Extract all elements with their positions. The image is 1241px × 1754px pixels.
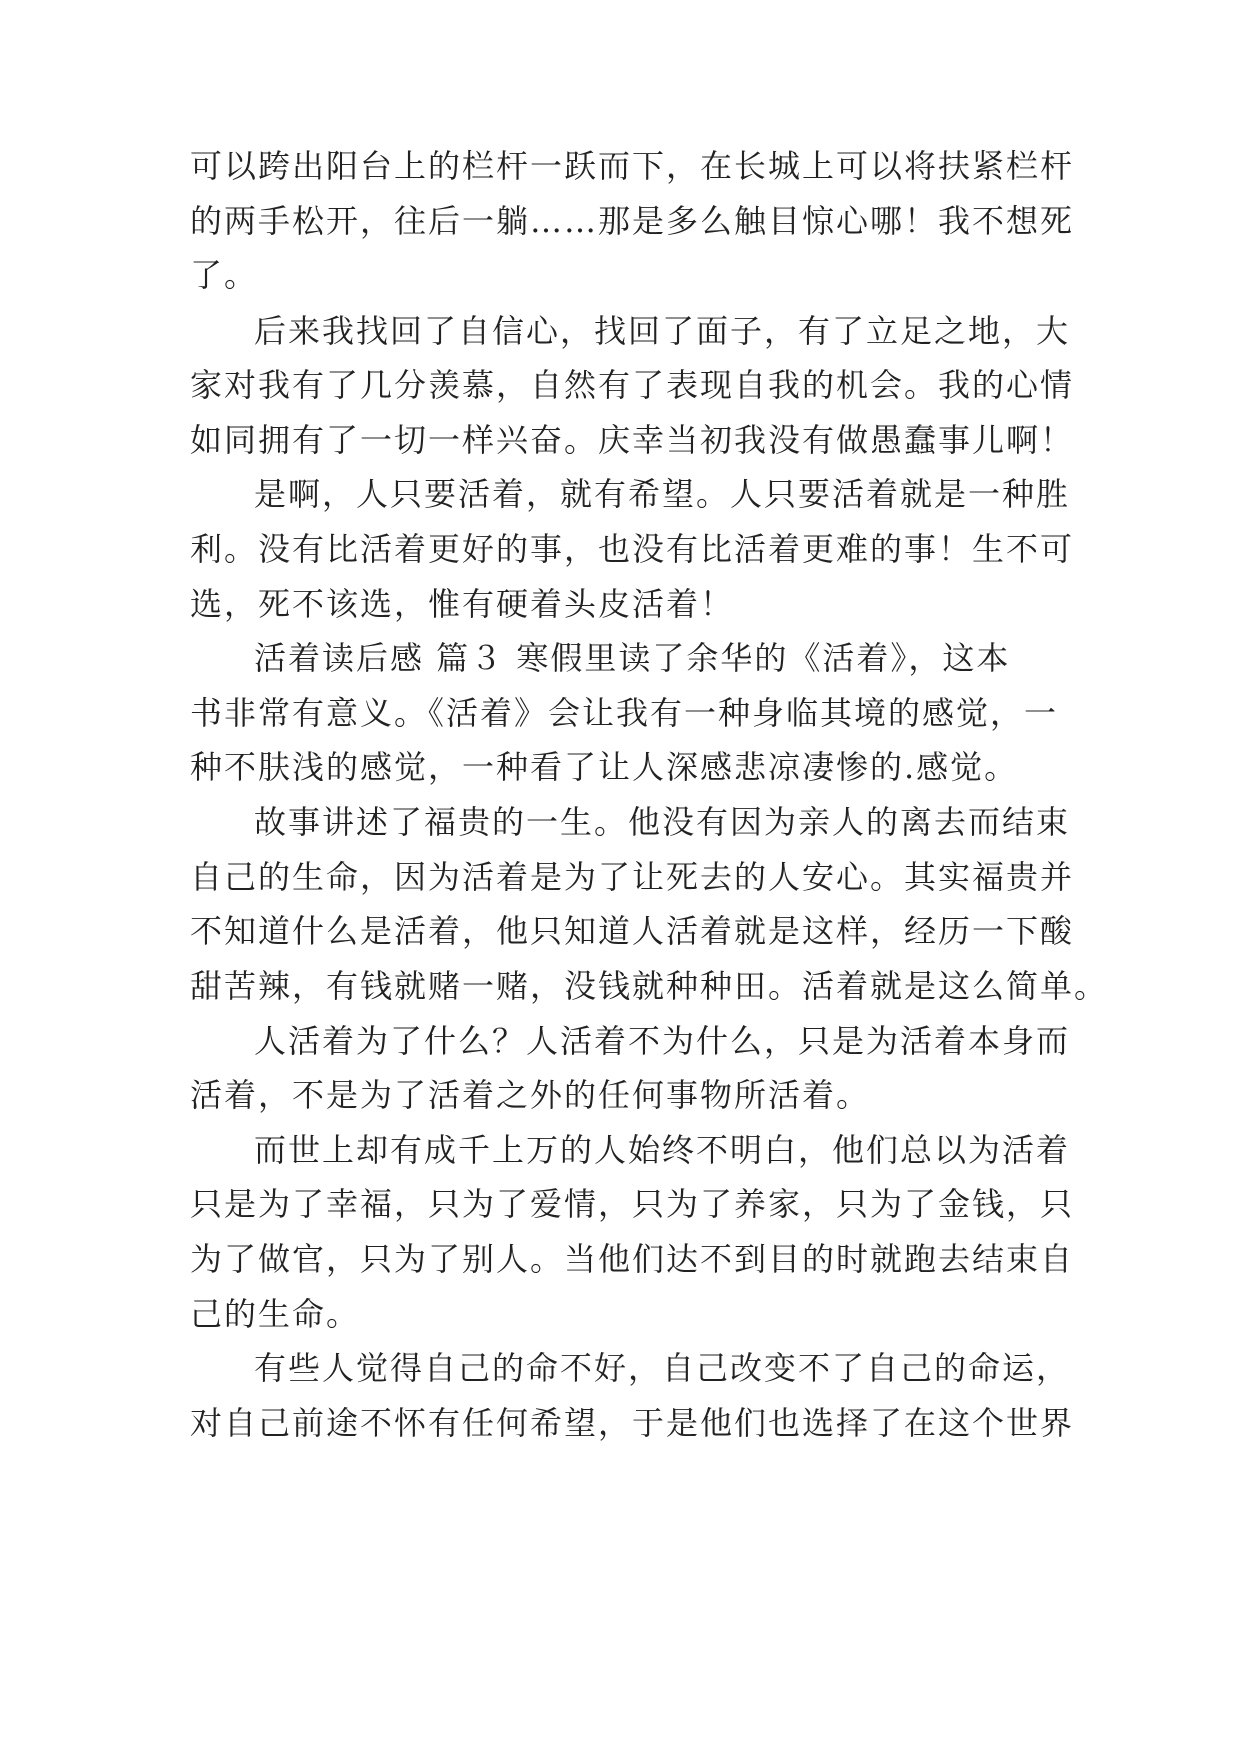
section-heading-line: 活着读后感 篇３ 寒假里读了余华的《活着》，这本 <box>254 639 1011 677</box>
text-line: 书非常有意义。《活着》会让我有一种身临其境的感觉，一 <box>190 694 1059 732</box>
paragraph-start: 是啊，人只要活着，就有希望。人只要活着就是一种胜 <box>254 475 1071 513</box>
text-line: 利。没有比活着更好的事，也没有比活着更难的事！生不可 <box>190 530 1075 568</box>
text-line: 了。 <box>190 256 259 294</box>
text-line: 家对我有了几分羡慕，自然有了表现自我的机会。我的心情 <box>190 366 1075 404</box>
paragraph-start: 人活着为了什么？人活着不为什么，只是为活着本身而 <box>254 1022 1071 1060</box>
text-line: 只是为了幸福，只为了爱情，只为了养家，只为了金钱，只 <box>190 1185 1075 1223</box>
paragraph-start: 而世上却有成千上万的人始终不明白，他们总以为活着 <box>254 1131 1071 1169</box>
paragraph-start: 有些人觉得自己的命不好，自己改变不了自己的命运， <box>254 1349 1071 1387</box>
text-line: 的两手松开，往后一躺……那是多么触目惊心哪！我不想死 <box>190 202 1075 240</box>
paragraph-start: 故事讲述了福贵的一生。他没有因为亲人的离去而结束 <box>254 803 1071 841</box>
text-line: 对自己前途不怀有任何希望，于是他们也选择了在这个世界 <box>190 1404 1075 1442</box>
text-line: 自己的生命，因为活着是为了让死去的人安心。其实福贵并 <box>190 858 1075 896</box>
text-line: 活着，不是为了活着之外的任何事物所活着。 <box>190 1076 871 1114</box>
text-line: 种不肤浅的感觉，一种看了让人深感悲凉凄惨的.感觉。 <box>190 748 1019 786</box>
text-line: 甜苦辣，有钱就赌一赌，没钱就种种田。活着就是这么简单。 <box>190 967 1109 1005</box>
text-line: 不知道什么是活着，他只知道人活着就是这样，经历一下酸 <box>190 912 1075 950</box>
paragraph-start: 后来我找回了自信心，找回了面子，有了立足之地，大 <box>254 312 1071 350</box>
text-line: 可以跨出阳台上的栏杆一跃而下，在长城上可以将扶紧栏杆 <box>190 147 1075 185</box>
text-line: 为了做官，只为了别人。当他们达不到目的时就跑去结束自 <box>190 1240 1075 1278</box>
text-line: 如同拥有了一切一样兴奋。庆幸当初我没有做愚蠢事儿啊！ <box>190 421 1075 459</box>
text-line: 己的生命。 <box>190 1295 361 1333</box>
text-line: 选，死不该选，惟有硬着头皮活着！ <box>190 585 735 623</box>
